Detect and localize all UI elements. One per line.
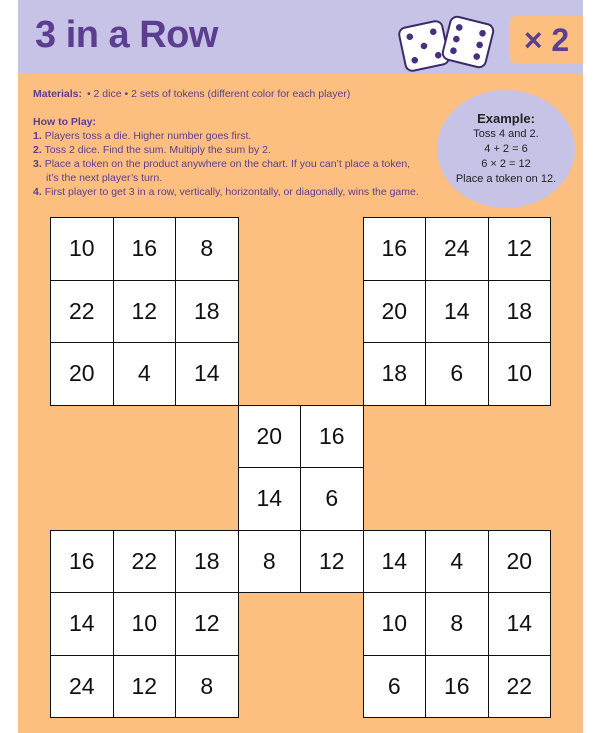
board-cell[interactable]: 8 [175,655,239,719]
step-text: Toss 2 dice. Find the sum. Multiply the sum by 2. [44,144,271,156]
board-cell[interactable]: 14 [488,592,552,656]
materials-label: Materials: [33,88,83,100]
how-to-play-heading: How to Play: [33,116,97,128]
board-cell[interactable]: 12 [113,655,177,719]
step-number: 3. [33,158,42,170]
step-text: Players toss a die. Higher number goes first. [44,130,252,142]
board-cell[interactable]: 10 [363,592,427,656]
board-cell[interactable]: 4 [113,342,177,406]
step-text: Place a token on the product anywhere on the chart. If you can’t place a token, [44,158,411,170]
board-cell[interactable]: 24 [425,217,489,281]
board-cell[interactable]: 22 [488,655,552,719]
step-2 [33,143,433,157]
board-cell[interactable]: 10 [488,342,552,406]
materials-line [33,87,433,101]
board-cell[interactable]: 12 [300,530,364,594]
page-title: 3 in a Row [35,14,218,56]
step-text: First player to get 3 in a row, vertically, horizontally, or diagonally, wins the game. [44,186,419,198]
board-cell[interactable]: 6 [300,467,364,531]
multiplier-badge: × 2 [510,16,583,64]
two-dice-icon [394,12,498,74]
board-cell[interactable]: 6 [363,655,427,719]
board-cell[interactable]: 20 [238,405,302,469]
step-4 [33,185,433,199]
board-cell[interactable]: 14 [363,530,427,594]
board-cell[interactable]: 22 [50,280,114,344]
step-3-continuation: it’s the next player’s turn. [46,172,163,184]
board-cell[interactable]: 18 [363,342,427,406]
board-cell[interactable]: 8 [238,530,302,594]
board-cell[interactable]: 16 [425,655,489,719]
example-circle [437,90,575,208]
board-cell[interactable]: 14 [425,280,489,344]
board-cell[interactable]: 6 [425,342,489,406]
board-cell[interactable]: 24 [50,655,114,719]
board-cell[interactable]: 8 [175,217,239,281]
board-cell[interactable]: 18 [175,530,239,594]
board-cell[interactable]: 16 [113,217,177,281]
board-cell[interactable]: 16 [300,405,364,469]
step-number: 1. [33,130,42,142]
board-cell[interactable]: 14 [50,592,114,656]
example-title: Example: [477,111,535,126]
board-cell[interactable]: 12 [175,592,239,656]
example-line: 4 + 2 = 6 [484,143,528,155]
example-line: Place a token on 12. [455,173,557,185]
board-cell[interactable]: 12 [488,217,552,281]
board-cell[interactable]: 20 [363,280,427,344]
board-cell[interactable]: 18 [488,280,552,344]
board-cell[interactable]: 14 [238,467,302,531]
board-cell[interactable]: 8 [425,592,489,656]
board-cell[interactable]: 16 [50,530,114,594]
board-cell[interactable]: 4 [425,530,489,594]
board-cell[interactable]: 18 [175,280,239,344]
step-3 [33,157,433,171]
materials-text: • 2 dice • 2 sets of tokens (different color for each player) [86,88,351,100]
board-cell[interactable]: 14 [175,342,239,406]
instructions [33,87,433,199]
step-1 [33,129,433,143]
example-line: Toss 4 and 2. [473,128,539,140]
board-cell[interactable]: 20 [488,530,552,594]
step-number: 2. [33,144,42,156]
step-number: 4. [33,186,42,198]
board-cell[interactable]: 12 [113,280,177,344]
board-cell[interactable]: 10 [113,592,177,656]
board-cell[interactable]: 22 [113,530,177,594]
board-cell[interactable]: 20 [50,342,114,406]
board-cell[interactable]: 10 [50,217,114,281]
example-line: 6 × 2 = 12 [481,158,531,170]
board-cell[interactable]: 16 [363,217,427,281]
